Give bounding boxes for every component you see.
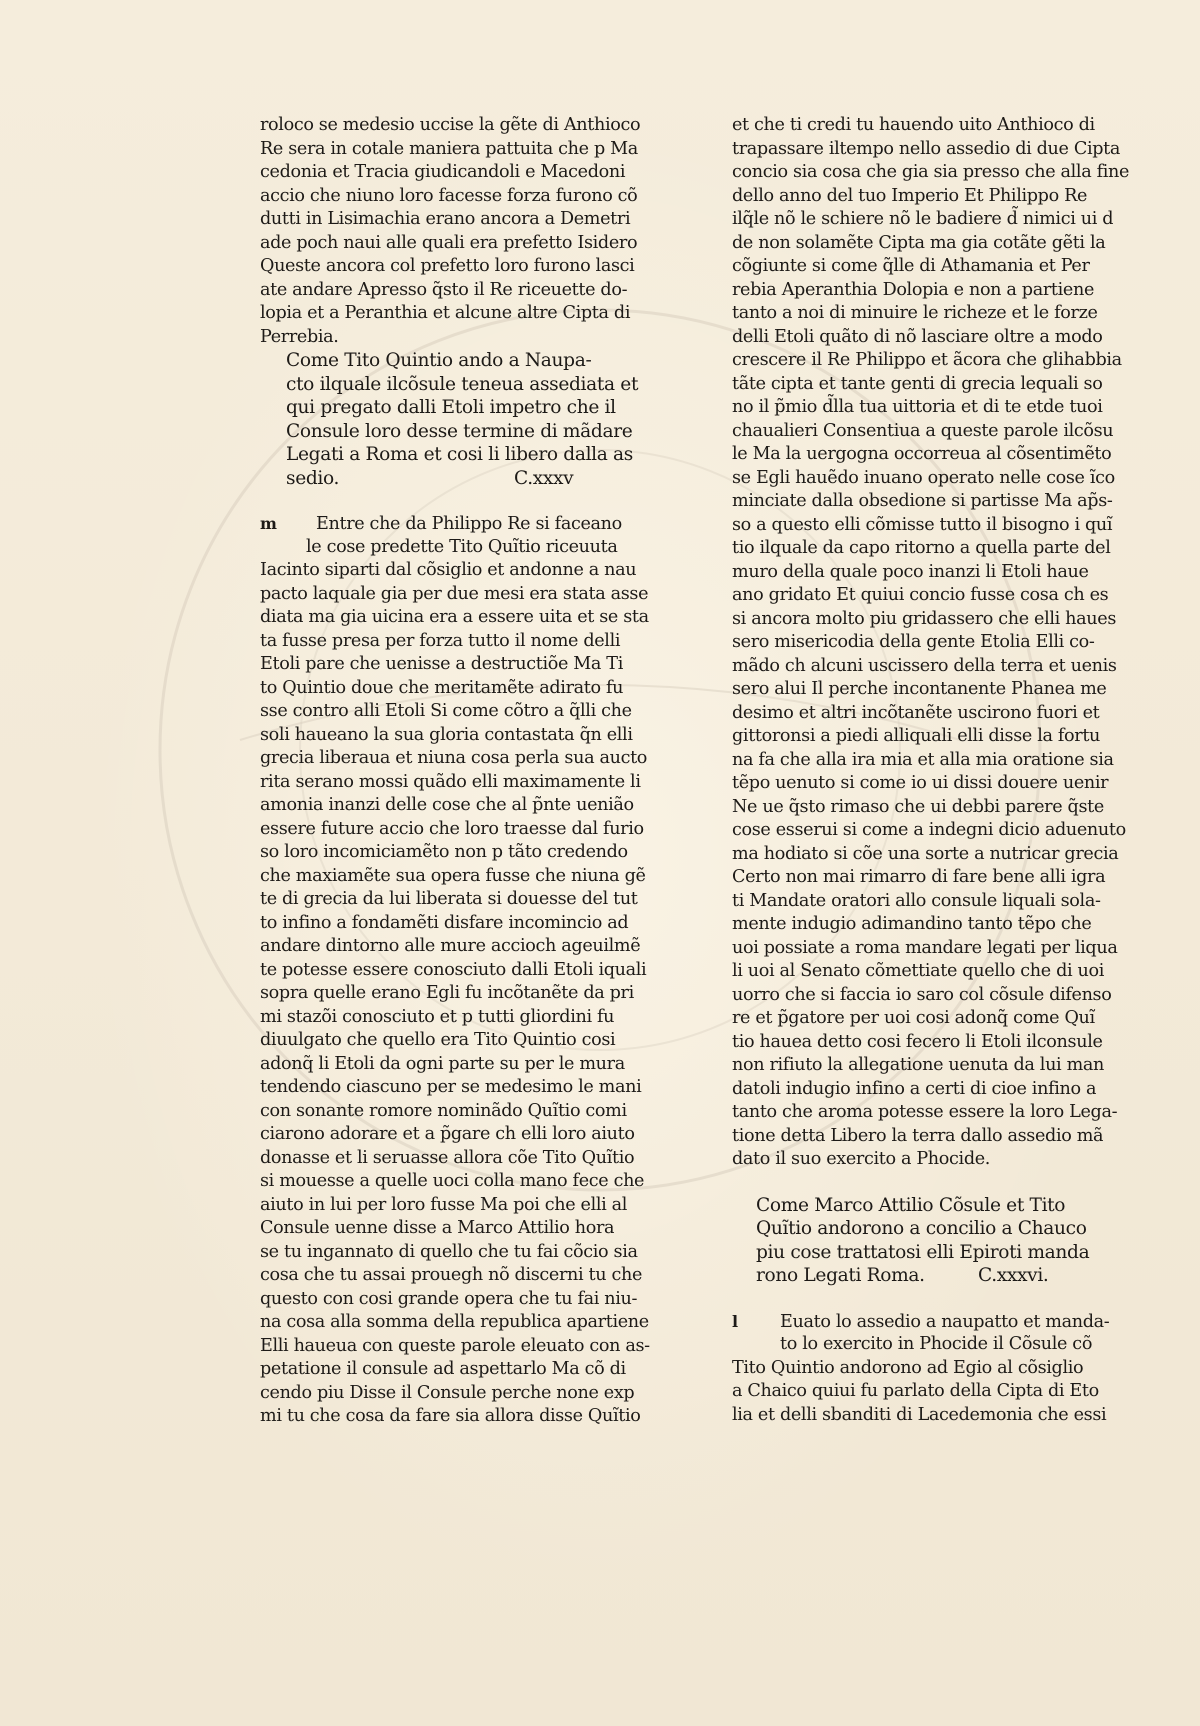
left-column <box>260 114 650 1429</box>
text-line: mente indugio adimandino tanto tẽpo che <box>732 914 1092 934</box>
text-line: minciate dalla obsedione si partisse Ma ap̃s- <box>732 491 1113 511</box>
text-line: si mouesse a quelle uoci colla mano fece che <box>260 1171 645 1191</box>
text-line: trapassare iltempo nello assedio di due Cipta <box>732 138 1121 159</box>
text-line: andare dintorno alle mure accioch ageuilmẽ <box>260 936 641 956</box>
text-line: uorro che si faccia io saro col cõsule difenso <box>732 984 1112 1005</box>
text-line: tẽpo uenuto si come io ui dissi douere uenir <box>732 773 1109 793</box>
heading-line: sedio. <box>286 467 340 489</box>
right-paragraph-1 <box>732 114 1130 1172</box>
text-line: to lo exercito in Phocide il Cõsule cõ <box>780 1334 1093 1354</box>
text-line: ma hodiato si cõe una sorte a nutricar grecia <box>732 843 1119 864</box>
text-line: ano gridato Et quiui concio fusse cosa ch es <box>732 585 1109 605</box>
text-line: lia et delli sbanditi di Lacedemonia che essi <box>732 1404 1107 1425</box>
text-line: tio ilquale da capo ritorno a quella parte del <box>732 538 1111 558</box>
text-line: tanto che aroma potesse essere la loro Lega- <box>732 1102 1118 1122</box>
text-line: Euato lo assedio a naupatto et manda- <box>780 1311 1110 1332</box>
left-paragraph-1 <box>260 114 641 349</box>
heading-line: Legati a Roma et cosi li libero dalla as <box>286 444 633 465</box>
text-line: cendo piu Disse il Consule perche none exp <box>260 1382 635 1403</box>
text-line: uoi possiate a roma mandare legati per liqua <box>732 937 1118 958</box>
heading-line: Consule loro desse termine di mãdare <box>286 420 633 442</box>
text-line: rebia Aperanthia Dolopia e non a partiene <box>732 279 1095 300</box>
text-line: te di grecia da lui liberata si douesse del tut <box>260 889 638 909</box>
text-line: dutti in Lisimachia erano ancora a Demetri <box>260 209 631 229</box>
text-line: essere future accio che loro traesse dal furio <box>260 818 644 839</box>
text-line: a Chaico quiui fu parlato della Cipta di Eto <box>732 1381 1099 1401</box>
heading-line: Come Marco Attilio Cõsule et Tito <box>756 1194 1066 1216</box>
text-line: no il p̃mio d̃lla tua uittoria et di te etde tuoi <box>732 397 1103 417</box>
text-line: cose esserui si come a indegni dicio aduenuto <box>732 820 1126 840</box>
text-line: le cose predette Tito Quĩtio riceuuta <box>306 536 618 557</box>
text-line: ilq̃le nõ le schiere nõ le badiere d̃ nimici ui d <box>732 209 1114 229</box>
text-line: Etoli pare che uenisse a destructiõe Ma Ti <box>260 654 623 674</box>
text-line: li uoi al Senato cõmettiate quello che di uoi <box>732 961 1105 981</box>
text-line: et che ti credi tu hauendo uito Anthioco di <box>732 115 1095 135</box>
text-line: tãte cipta et tante genti di grecia lequali so <box>732 373 1103 394</box>
text-line: cedonia et Tracia giudicandoli e Macedoni <box>260 162 626 182</box>
text-line: diuulgato che quello era Tito Quintio cosi <box>260 1030 616 1050</box>
chapter-number: C.xxxvi. <box>978 1265 1049 1286</box>
guide-letter: l <box>732 1311 738 1331</box>
text-line: petatione il consule ad aspettarlo Ma cõ di <box>260 1359 626 1379</box>
text-line: so loro incomiciamẽto non p tãto credendo <box>260 842 628 862</box>
initial-line <box>732 1310 1110 1334</box>
text-line: ate andare Apresso q̃sto il Re riceuette do- <box>260 279 628 300</box>
heading-line: Quĩtio andorono a concilio a Chauco <box>756 1218 1087 1239</box>
text-line: che maxiamẽte sua opera fusse che niuna gẽ <box>260 865 646 886</box>
text-line: tione detta Libero la terra dallo assedio mã <box>732 1125 1104 1146</box>
initial-line <box>260 512 632 536</box>
text-line: tanto a noi di minuire le richeze et le forze <box>732 303 1098 323</box>
text-line: concio sia cosa che gia sia presso che alla fine <box>732 162 1130 182</box>
text-line: si ancora molto piu gridassero che elli haues <box>732 608 1117 629</box>
text-line: Ne ue q̃sto rimaso che ui debbi parere q̃ste <box>732 796 1104 817</box>
text-line: gittoronsi a piedi alliquali elli disse la fortu <box>732 726 1101 746</box>
text-line: sero misericodia della gente Etolia Elli co- <box>732 632 1095 652</box>
text-line: mãdo ch alcuni uscissero della terra et uenis <box>732 655 1117 676</box>
right-paragraph-2 <box>732 1310 1110 1428</box>
text-line: accio che niuno loro facesse forza furono cõ <box>260 185 638 206</box>
text-line: sopra quelle erano Egli fu incõtanẽte da pri <box>260 983 634 1003</box>
text-line: ciarono adorare et a p̃gare ch elli loro aiuto <box>260 1124 635 1144</box>
text-line: grecia liberaua et niuna cosa perla sua aucto <box>260 748 648 768</box>
text-line: so a questo elli cõmisse tutto il bisogno i quĩ <box>732 514 1113 535</box>
text-line: delli Etoli quãto di nõ lasciare oltre a modo <box>732 326 1103 347</box>
text-line: con sonante romore nominãdo Quĩtio comi <box>260 1100 627 1121</box>
text-line: adonq̃ li Etoli da ogni parte su per le mura <box>260 1053 625 1074</box>
text-line: dello anno del tuo Imperio Et Philippo Re <box>732 185 1088 206</box>
chapter-number: C.xxxv <box>514 467 574 489</box>
heading-line: qui pregato dalli Etoli impetro che il <box>286 397 616 418</box>
heading-line: cto ilquale ilcõsule teneua assediata et <box>286 373 639 395</box>
text-line: to infino a fondamẽti disfare incomincio ad <box>260 912 629 933</box>
heading-line: Come Tito Quintio ando a Naupa- <box>286 350 592 371</box>
text-line: cosa che tu assai prouegh nõ discerni tu che <box>260 1265 643 1285</box>
text-line: questo con cosi grande opera che tu fai niu- <box>260 1288 638 1309</box>
text-line: mi stazõi conosciuto et p tutti gliordini fu <box>260 1006 615 1027</box>
text-line: se tu ingannato di quello che tu fai cõcio sia <box>260 1241 638 1262</box>
text-line: de non solamẽte Cipta ma gia cotãte gẽti la <box>732 232 1106 253</box>
text-line: Queste ancora col prefetto loro furono lasci <box>260 256 635 276</box>
text-line: na fa che alla ira mia et alla mia oratione sia <box>732 749 1114 770</box>
text-line: tendendo ciascuno per se medesimo le mani <box>260 1077 642 1097</box>
heading-line: piu cose trattatosi elli Epiroti manda <box>756 1241 1090 1263</box>
spacer <box>260 490 632 512</box>
text-line: roloco se medesio uccise la gẽte di Anthioco <box>260 115 641 135</box>
right-column <box>732 114 1130 1427</box>
text-line: ade poch naui alle quali era prefetto Isidero <box>260 232 638 253</box>
text-line: Entre che da Philippo Re si faceano <box>316 514 622 534</box>
text-line: Consule uenne disse a Marco Attilio hora <box>260 1218 615 1238</box>
text-line: pacto laquale gia per due mesi era stata asse <box>260 583 649 604</box>
chapter-heading-xxxv <box>286 349 639 490</box>
text-line: se Egli hauẽdo inuano operato nelle cose ĩco <box>732 467 1115 488</box>
text-line: crescere il Re Philippo et ãcora che glihabbia <box>732 350 1122 370</box>
text-line: datoli indugio infino a certi di cioe infino a <box>732 1078 1097 1099</box>
text-line: Tito Quintio andorono ad Egio al cõsiglio <box>732 1357 1084 1378</box>
spacer <box>732 1288 1104 1310</box>
left-paragraph-2 <box>260 512 650 1429</box>
text-line: na cosa alla somma della republica apartiene <box>260 1312 649 1332</box>
guide-letter: m <box>260 514 277 533</box>
text-line: cõgiunte si come q̃lle di Athamania et Per <box>732 256 1090 276</box>
text-line: sero alui Il perche incontanente Phanea me <box>732 679 1107 699</box>
text-line: non rifiuto la allegatione uenuta da lui man <box>732 1055 1105 1075</box>
text-line: Re sera in cotale maniera pattuita che p Ma <box>260 138 638 159</box>
text-line: dato il suo exercito a Phocide. <box>732 1149 991 1169</box>
text-line: rita serano mossi quãdo elli maximamente li <box>260 771 641 792</box>
text-line: te potesse essere conosciuto dalli Etoli iquali <box>260 959 647 980</box>
chapter-heading-xxxvi <box>756 1194 1104 1288</box>
text-line: le Ma la uergogna occorreua al cõsentimẽto <box>732 444 1112 464</box>
text-line: to Quintio doue che meritamẽte adirato fu <box>260 677 624 698</box>
text-line: aiuto in lui per loro fusse Ma poi che elli al <box>260 1194 628 1215</box>
text-line: re et p̃gatore per uoi cosi adonq̃ come Quĩ <box>732 1008 1095 1028</box>
heading-line: rono Legati Roma. <box>756 1265 925 1286</box>
text-line: tio hauea detto cosi fecero li Etoli ilconsule <box>732 1031 1103 1052</box>
text-line: mi tu che cosa da fare sia allora disse Quĩtio <box>260 1406 641 1426</box>
text-line: ta fusse presa per forza tutto il nome delli <box>260 630 621 651</box>
heading-line-last <box>286 467 632 491</box>
text-line: desimo et altri incõtanẽte uscirono fuori et <box>732 702 1100 723</box>
heading-line-last <box>756 1264 1104 1288</box>
text-line: Certo non mai rimarro di fare bene alli igra <box>732 867 1106 887</box>
text-line: amonia inanzi delle cose che al p̃nte uenião <box>260 795 634 815</box>
text-line: diata ma gia uicina era a essere uita et se sta <box>260 607 649 627</box>
text-line: donasse et li seruasse allora cõe Tito Quĩtio <box>260 1147 635 1168</box>
text-line: chaualieri Consentiua a queste parole ilcõsu <box>732 420 1114 441</box>
text-line: Perrebia. <box>260 326 339 347</box>
text-line: Elli haueua con queste parole eleuato con as- <box>260 1335 650 1356</box>
text-line: soli haueano la sua gloria contastata q̃n elli <box>260 724 633 745</box>
text-line: muro della quale poco inanzi li Etoli haue <box>732 561 1089 582</box>
text-line: Iacinto siparti dal cõsiglio et andonne a nau <box>260 560 637 580</box>
text-line: ti Mandate oratori allo consule liquali sola- <box>732 890 1101 911</box>
text-line: lopia et a Peranthia et alcune altre Cipta di <box>260 303 631 323</box>
text-line: sse contro alli Etoli Si come cõtro a q̃lli che <box>260 701 632 721</box>
